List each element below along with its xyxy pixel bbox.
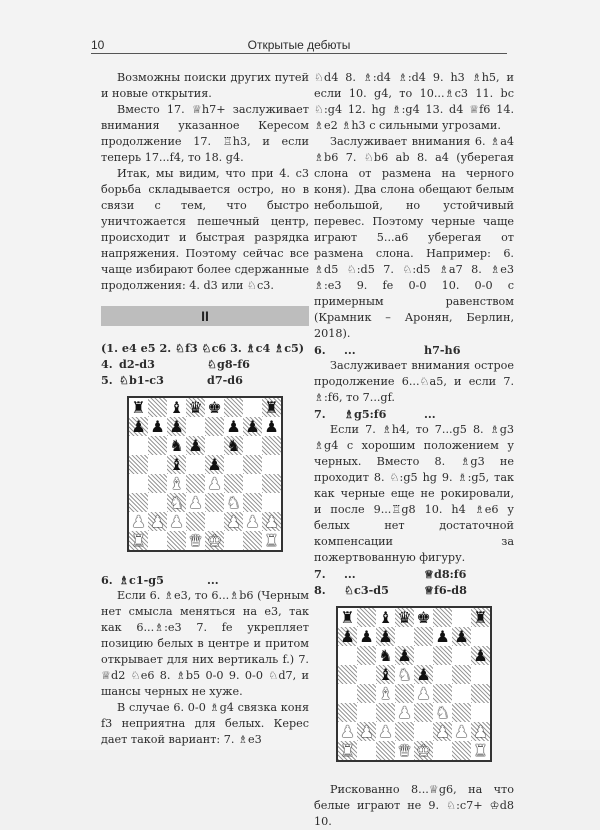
board-square [376,703,395,722]
black-pawn-icon: ♟ [397,646,412,665]
board-square [205,417,224,436]
move-row [101,372,309,388]
white-king-icon: ♚ [416,741,431,760]
move-row [101,356,309,372]
board-square [243,455,262,474]
white-rook-icon: ♜ [340,741,355,760]
move-row [101,572,309,588]
black-rook-icon: ♜ [473,608,488,627]
black-pawn-icon: ♟ [169,417,184,436]
board-square [243,474,262,493]
white-pawn-icon: ♟ [397,703,412,722]
white-pawn-icon: ♟ [207,474,222,493]
white-pawn-icon: ♟ [340,722,355,741]
white-move: ♗g5:f6 [344,407,387,421]
board-square [129,436,148,455]
move-number: 7. [314,407,326,421]
board-square [205,436,224,455]
white-king-icon: ♚ [207,531,222,550]
right-column [314,70,514,830]
move-row [314,582,514,598]
white-knight-icon: ♞ [169,493,184,512]
board-square [357,703,376,722]
board-square [452,646,471,665]
black-pawn-icon: ♟ [473,646,488,665]
board-square [167,531,186,550]
board-square [357,684,376,703]
black-move: ... [424,407,436,421]
board-square [433,646,452,665]
header-rule [91,53,507,54]
white-pawn-icon: ♟ [454,722,469,741]
chess-diagram [127,396,283,552]
white-queen-icon: ♛ [397,741,412,760]
board-square [338,684,357,703]
board-square [338,703,357,722]
paragraph: В случае 6. 0-0 ♗g4 связка коня f3 неприятна для белых. Керес дает такой вариант: 7. ♗e3 [101,701,309,746]
white-pawn-icon: ♟ [131,512,146,531]
board-square [471,703,490,722]
move-number: 4. [101,357,113,371]
move-row [314,566,514,582]
board-square [148,531,167,550]
board-square [414,627,433,646]
opening-line-text: (1. e4 e5 2. ♘f3 ♘c6 3. ♗c4 ♗c5) [101,341,305,355]
black-knight-icon: ♞ [226,436,241,455]
black-pawn-icon: ♟ [454,627,469,646]
white-move: ♗c1-g5 [119,573,164,587]
white-move: ... [344,567,356,581]
opening-line [101,340,309,356]
black-pawn-icon: ♟ [416,665,431,684]
white-bishop-icon: ♝ [169,474,184,493]
board-square [243,531,262,550]
board-square [357,646,376,665]
white-pawn-icon: ♟ [416,684,431,703]
board-square [433,684,452,703]
move-row [314,406,514,422]
black-queen-icon: ♛ [188,398,203,417]
black-pawn-icon: ♟ [264,417,279,436]
black-move: ... [207,573,219,587]
board-square [338,646,357,665]
move-number: 6. [101,573,113,587]
black-king-icon: ♚ [207,398,222,417]
board-square [395,684,414,703]
board-square [452,684,471,703]
board-square [357,608,376,627]
black-bishop-icon: ♝ [378,608,393,627]
white-move: d2-d3 [119,357,155,371]
white-pawn-icon: ♟ [435,722,450,741]
board-square [129,455,148,474]
paragraph: ♘d4 8. ♗:d4 ♗:d4 9. h3 ♗h5, и если 10. g4, то 10...♗c3 11. bc ♘:g4 12. hg ♗:g4 13. d4 ♕f6 14. ♗e2 ♗h3 с сильными угрозами. [314,71,514,132]
white-rook-icon: ♜ [264,531,279,550]
page-header [91,36,507,54]
board-square [414,646,433,665]
black-knight-icon: ♞ [378,646,393,665]
chess-diagram [336,606,492,762]
move-row [314,342,514,358]
black-move: ♕f6-d8 [424,583,467,597]
black-move: h7-h6 [424,343,461,357]
board-square [186,455,205,474]
white-queen-icon: ♛ [188,531,203,550]
black-bishop-icon: ♝ [169,455,184,474]
board-square [395,722,414,741]
black-pawn-icon: ♟ [150,417,165,436]
board-square [224,474,243,493]
white-move: ♘c3-d5 [344,583,389,597]
white-pawn-icon: ♟ [245,512,260,531]
paragraph: Заслуживает внимания 6. ♗a4 ♗b6 7. ♘b6 ab 8. a4 (уберегая слона от размена на черного коня). Два слона обещают белым небольшой, но устойчивый перевес. Поэтому черные чаще играют 5...a6 уберегая от размена слона. Например: 6. ♗d5 ♘:d5 7. ♘:d5 ♗a7 8. ♗e3 ♗:e3 9. fe 0-0 10. 0-0 с примерным равенством (Крамник – Аронян, Берлин, 2018). [314,135,514,340]
board-square [433,665,452,684]
board-square [471,684,490,703]
board-square [186,417,205,436]
board-square [148,474,167,493]
board-square [243,493,262,512]
move-number: 7. [314,567,326,581]
paragraph: Итак, мы видим, что при 4. с3 борьба складывается остро, но в связи с тем, что быстро уничтожается пешечный центр, происходит и быстрая разрядка напряжения. Поэтому сейчас все чаще избирают более сдержанные продолжения: 4. d3 или ♘c3. [101,167,309,292]
left-column [101,70,309,748]
black-move: ♘g8-f6 [207,357,250,371]
board-square [148,455,167,474]
board-square [452,608,471,627]
board-square [224,455,243,474]
black-pawn-icon: ♟ [245,417,260,436]
move-number: 5. [101,373,113,387]
black-pawn-icon: ♟ [188,436,203,455]
white-move: ... [344,343,356,357]
black-rook-icon: ♜ [340,608,355,627]
board-square [243,436,262,455]
board-square [129,493,148,512]
white-pawn-icon: ♟ [473,722,488,741]
board-square [395,627,414,646]
board-square [205,493,224,512]
paragraph: Возможны поиски других путей и новые открытия. [101,71,309,100]
board-square [148,493,167,512]
white-move: ♘b1-c3 [119,373,164,387]
paragraph: Если 6. ♗e3, то 6...♗b6 (Черным нет смысла меняться на e3, так как 6...♗:e3 7. fe укрепляет позицию белых в центре и притом открывает для них вертикаль f.) 7. ♕d2 ♘e6 8. ♗b5 0-0 9. 0-0 ♘d7, и шансы черных не хуже. [101,589,309,698]
board-square [471,627,490,646]
white-knight-icon: ♞ [226,493,241,512]
board-square [433,608,452,627]
section-band [101,306,309,326]
black-pawn-icon: ♟ [359,627,374,646]
section-label: II [201,308,209,324]
board-square [452,703,471,722]
black-bishop-icon: ♝ [378,665,393,684]
black-pawn-icon: ♟ [226,417,241,436]
board-square [129,474,148,493]
black-rook-icon: ♜ [131,398,146,417]
board-square [452,741,471,760]
board-square [262,493,281,512]
black-pawn-icon: ♟ [340,627,355,646]
board-square [205,512,224,531]
paragraph: Рискованно 8...♕g6, на что белые играют не 9. ♘:c7+ ♔d8 10. [314,783,514,828]
black-move: d7-d6 [207,373,243,387]
board-square [338,665,357,684]
white-knight-icon: ♞ [397,665,412,684]
board-square [452,665,471,684]
white-rook-icon: ♜ [473,741,488,760]
black-pawn-icon: ♟ [435,627,450,646]
board-square [357,665,376,684]
move-number: 6. [314,343,326,357]
paragraph: Если 7. ♗h4, то 7...g5 8. ♗g3 ♗g4 с хорошим положением у черных. Вместо 8. ♗g3 не проходит 8. ♘:g5 hg 9. ♗:g5, так как черные еще не рокировали, и после 9...♖g8 10. h4 ♗e6 у белых нет достаточной компенсации за пожертвованную фигуру. [314,423,514,564]
move-number: 8. [314,583,326,597]
board-square [357,741,376,760]
black-king-icon: ♚ [416,608,431,627]
black-bishop-icon: ♝ [169,398,184,417]
black-rook-icon: ♜ [264,398,279,417]
board-square [414,703,433,722]
board-square [376,741,395,760]
black-pawn-icon: ♟ [207,455,222,474]
page-number: 10 [91,38,105,52]
paragraph: Заслуживает внимания острое продолжение 6...♘a5, и если 7. ♗:f6, то 7...gf. [314,359,514,404]
white-pawn-icon: ♟ [226,512,241,531]
black-knight-icon: ♞ [169,436,184,455]
black-pawn-icon: ♟ [378,627,393,646]
white-pawn-icon: ♟ [150,512,165,531]
white-knight-icon: ♞ [435,703,450,722]
white-bishop-icon: ♝ [378,684,393,703]
board-square [224,531,243,550]
board-square [186,512,205,531]
board-square [262,436,281,455]
board-square [414,722,433,741]
board-square [224,398,243,417]
white-pawn-icon: ♟ [264,512,279,531]
white-pawn-icon: ♟ [188,493,203,512]
board-square [262,474,281,493]
running-title: Открытые дебюты [247,38,351,52]
board-square [243,398,262,417]
black-queen-icon: ♛ [397,608,412,627]
white-pawn-icon: ♟ [359,722,374,741]
board-square [262,455,281,474]
black-move: ♕d8:f6 [424,567,467,581]
board-square [148,398,167,417]
white-rook-icon: ♜ [131,531,146,550]
black-pawn-icon: ♟ [131,417,146,436]
white-pawn-icon: ♟ [378,722,393,741]
paragraph: Вместо 17. ♕h7+ заслуживает внимания указанное Кересом продолжение 17. ♖h3, и если теперь 17...f4, то 18. g4. [101,103,309,164]
board-square [471,665,490,684]
board-square [186,474,205,493]
white-pawn-icon: ♟ [169,512,184,531]
board-square [148,436,167,455]
board-square [433,741,452,760]
